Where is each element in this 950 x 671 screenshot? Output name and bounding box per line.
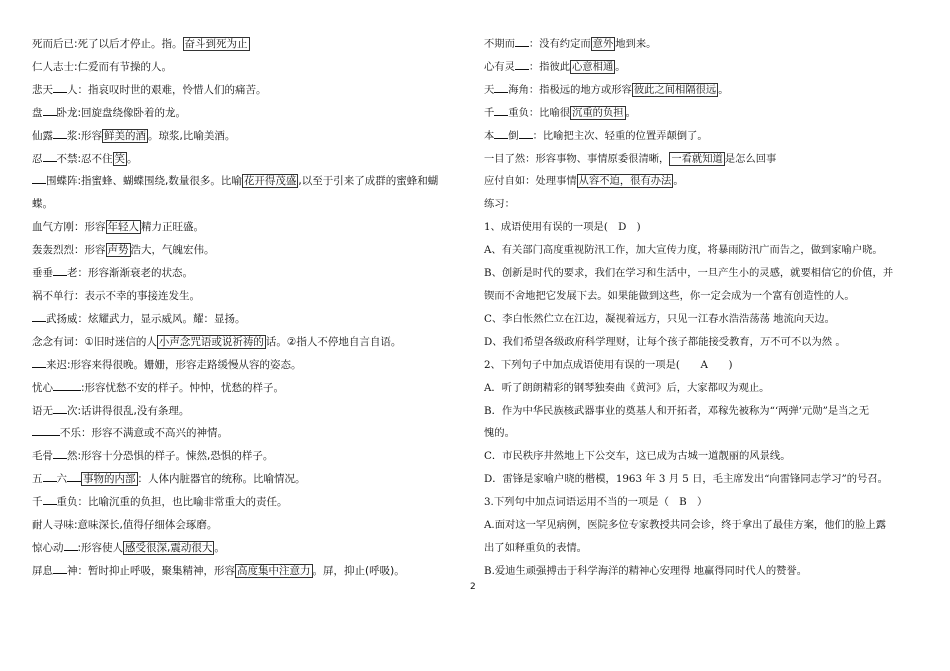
line-text: 。: [718, 83, 729, 96]
text-line: [32, 285, 472, 308]
line-text: 练习：: [484, 198, 515, 211]
line-text: 仁人志士:仁爱而有节操的人。: [32, 60, 173, 73]
line-text: 语无: [32, 404, 53, 417]
line-text: 千: [32, 496, 43, 509]
boxed-phrase: 声势: [107, 244, 129, 257]
line-text: 不期而: [484, 38, 515, 50]
line-text: 忍: [32, 152, 43, 165]
line-text: 1、成语使用有误的一项是( D ): [484, 221, 641, 234]
text-line: [32, 422, 472, 445]
line-text: 不禁:忍不住: [56, 152, 113, 165]
line-text: 浩大，气魄宏伟。: [130, 244, 215, 257]
text-line: [32, 331, 472, 354]
line-text: 锲而不舍地把它发展下去。如果能做到这些，你一定会成为一个富有创造性的人。: [484, 289, 855, 302]
text-line: [484, 193, 924, 216]
line-text: 千: [484, 106, 495, 119]
line-text: 海角：指极远的地方或形容: [508, 83, 632, 96]
text-line: [32, 445, 472, 468]
text-line: [32, 148, 472, 171]
line-text: 六: [56, 473, 67, 486]
line-text: 人：指哀叹时世的艰难，怜惜人们的痛苦。: [67, 83, 267, 96]
line-text: ,以至于引来了成群的蜜蜂和蝴: [298, 175, 439, 188]
fill-blank: [53, 403, 67, 414]
text-line: [32, 400, 472, 423]
line-text: C、李白怅然伫立在江边，凝视着远方，只见一江春水浩浩荡荡 地流向天边。: [484, 312, 835, 325]
line-text: 。屏，抑止(呼吸)。: [312, 564, 405, 577]
text-line: [32, 79, 472, 102]
line-text: 话。②指人不停地自言自语。: [265, 335, 402, 348]
text-line: [484, 468, 924, 491]
line-text: 来迟:形容来得很晚。姗姗，形容走路缓慢从容的姿态。: [46, 358, 302, 371]
fill-blank: [64, 540, 78, 551]
line-text: 一目了然：形容事物、事情原委很清晰，: [484, 152, 670, 165]
line-text: D、我们希望各级政府科学理财，让每个孩子都能接受教育，万不可不以为然 。: [484, 335, 846, 348]
line-text: 祸不单行：表示不幸的事接连发生。: [32, 289, 200, 302]
fill-blank: [53, 448, 67, 459]
text-line: [484, 102, 924, 125]
text-line: [484, 491, 924, 514]
line-text: ：没有约定而: [528, 38, 591, 50]
fill-blank: [46, 425, 60, 436]
fill-blank: [53, 128, 67, 139]
line-text: 。: [625, 106, 636, 119]
fill-blank: [43, 471, 57, 482]
boxed-phrase: 年轻人: [107, 221, 139, 234]
line-text: A、有关部门高度重视防汛工作，加大宣传力度，将暴雨防汛广而告之，做到家喻户晓。: [484, 244, 883, 257]
fill-blank: [32, 425, 46, 436]
line-text: 是怎么回事: [724, 152, 777, 165]
line-text: 耐人寻味:意味深长,值得仔细体会琢磨。: [32, 519, 218, 532]
line-text: 屏息: [32, 564, 53, 577]
fill-blank: [515, 59, 529, 70]
text-line: [484, 170, 924, 193]
line-text: 天: [484, 83, 495, 96]
line-text: 五: [32, 473, 43, 486]
line-text: 老：形容渐渐衰老的状态。: [67, 267, 193, 280]
line-text: D．雷锋是家喻户晓的楷模，1963 年 3 月 5 日，毛主席发出“向雷锋同志学习”的号召。: [484, 473, 888, 486]
boxed-phrase: 意外: [592, 38, 614, 50]
line-text: 次:话讲得很乱,没有条理。: [67, 404, 190, 417]
line-text: 。: [214, 541, 225, 554]
fill-blank: [43, 105, 57, 116]
text-line: [32, 514, 472, 537]
line-text: :形容使人: [77, 541, 124, 554]
text-line: [484, 560, 924, 583]
fill-blank: [515, 36, 529, 47]
line-text: A.面对这一罕见病例，医院多位专家教授共同会诊，终于拿出了最佳方案，他们的脸上露: [484, 519, 886, 532]
line-text: 应付自如：处理事情: [484, 175, 577, 188]
boxed-phrase: 彼此之间相隔很远: [633, 83, 717, 96]
line-text: 盘: [32, 106, 43, 119]
text-line: [32, 216, 472, 239]
fill-blank: [53, 82, 67, 93]
fill-blank: [32, 357, 46, 368]
line-text: 忧心: [32, 381, 53, 394]
boxed-phrase: 事物的内部: [83, 473, 136, 486]
fill-blank: [53, 265, 67, 276]
fill-blank: [32, 311, 46, 322]
text-line: [484, 33, 924, 56]
line-text: 不乐：形容不满意或不高兴的神情。: [60, 427, 228, 440]
line-text: 仙露: [32, 129, 53, 142]
text-line: [32, 354, 472, 377]
line-text: 悲天: [32, 83, 53, 96]
fill-blank: [494, 128, 508, 139]
text-line: [32, 308, 472, 331]
line-text: 卧龙:回旋盘绕像卧着的龙。: [56, 106, 187, 119]
fill-blank: [43, 494, 57, 505]
line-text: 垂垂: [32, 267, 53, 280]
boxed-phrase: 花开得茂盛: [243, 175, 297, 188]
line-text: ：比喻把主次、轻重的位置弄颠倒了。: [532, 129, 708, 142]
line-text: 。: [172, 38, 183, 50]
fill-blank: [53, 380, 67, 391]
text-line: [32, 377, 472, 400]
line-text: 。琼浆,比喻美酒。: [148, 129, 236, 142]
line-text: :形容忧愁不安的样子。忡忡，忧愁的样子。: [81, 381, 285, 394]
boxed-phrase: 奋斗到死为止: [184, 38, 248, 50]
text-line: [32, 56, 472, 79]
line-text: 毛骨: [32, 450, 53, 463]
fill-blank: [32, 173, 46, 184]
line-text: ：指彼此: [528, 60, 571, 73]
text-line: [484, 537, 924, 560]
fill-blank: [519, 128, 533, 139]
text-line: [484, 56, 924, 79]
text-line: [484, 285, 924, 308]
line-text: 地到来。: [615, 38, 657, 50]
text-line: [32, 560, 472, 583]
boxed-phrase: 小声念咒语或说祈祷的: [158, 335, 264, 348]
line-text: 情况。: [274, 473, 306, 486]
text-line: [484, 79, 924, 102]
boxed-phrase: 沉重的负担: [572, 106, 624, 119]
text-line: [484, 262, 924, 285]
line-text: 然:形容十分恐惧的样子。悚然,恐惧的样子。: [67, 450, 274, 463]
line-text: 心有灵: [484, 60, 515, 73]
text-line: [484, 354, 924, 377]
line-text: 愧的。: [484, 427, 515, 440]
line-text: 精力正旺盛。: [141, 221, 204, 234]
line-text: 念念有词：①旧时迷信的人: [32, 335, 157, 348]
fill-blank: [43, 151, 57, 162]
line-text: 轰轰烈烈：形容: [32, 244, 106, 257]
line-text: A．听了朗朗精彩的钢琴独奏曲《黄河》后，大家都叹为观止。: [484, 381, 770, 394]
text-line: [32, 170, 472, 193]
line-text: 围蝶阵:指蜜蜂、蝴蝶围绕,数量很多。比喻: [46, 175, 242, 188]
text-line: [484, 445, 924, 468]
line-text: 。: [615, 60, 626, 73]
line-text: 蝶。: [32, 198, 53, 211]
text-line: [484, 422, 924, 445]
line-text: 重负：比喻沉重的负担，也比喻非常重大的责任。: [56, 496, 288, 509]
line-text: 本: [484, 129, 495, 142]
boxed-phrase: 心意相通: [572, 60, 614, 73]
line-text: 3.下列句中加点词语运用不当的一项是（ B ）: [484, 496, 708, 509]
boxed-phrase: 高度集中注意力: [237, 564, 311, 577]
line-text: ：人体内脏器官的统称。比喻: [137, 473, 274, 486]
text-line: [484, 514, 924, 537]
text-line: [484, 216, 924, 239]
boxed-phrase: 从容不迫，很有办法: [578, 175, 672, 188]
boxed-phrase: 笑: [114, 152, 126, 165]
text-line: [32, 262, 472, 285]
line-text: B．作为中华民族核武器事业的奠基人和开拓者，邓稼先被称为“‘两弹’元勋”是当之无: [484, 404, 870, 417]
line-text: 出了如释重负的表情。: [484, 541, 587, 554]
text-line: [32, 193, 472, 216]
line-text: 武扬威：炫耀武力，显示威风。耀：显扬。: [46, 312, 246, 325]
fill-blank: [494, 82, 508, 93]
boxed-phrase: 感受很深,震动很大: [125, 541, 213, 554]
text-line: [484, 308, 924, 331]
boxed-phrase: 鲜美的酒: [104, 129, 147, 142]
fill-blank: [53, 563, 67, 574]
line-text: 惊心动: [32, 541, 64, 554]
text-line: [484, 400, 924, 423]
text-line: [32, 239, 472, 262]
line-text: B.爱迪生顽强搏击于科学海洋的精神心安理得 地赢得同时代人的赞誉。: [484, 564, 808, 577]
line-text: B、创新是时代的要求，我们在学习和生活中，一旦产生小的灵感，就要相信它的价值，并: [484, 267, 894, 280]
line-text: 倒: [508, 129, 519, 142]
boxed-phrase: 一看就知道: [671, 152, 723, 165]
text-line: [484, 239, 924, 262]
line-text: 2、下列句子中加点成语使用有误的一项是( A ): [484, 358, 733, 371]
text-line: [484, 125, 924, 148]
text-line: [32, 537, 472, 560]
line-text: 血气方刚：形容: [32, 221, 106, 234]
fill-blank: [67, 471, 81, 482]
line-text: 重负：比喻很: [508, 106, 571, 119]
line-text: 浆:形容: [67, 129, 103, 142]
fill-blank: [67, 380, 81, 391]
line-text: C．市民秩序井然地上下公交车，这已成为古城一道靓丽的风景线。: [484, 450, 791, 463]
line-text: 。: [127, 152, 138, 165]
right-column: [484, 33, 924, 583]
page-number: 2: [470, 582, 476, 592]
text-line: [32, 468, 472, 491]
text-line: [32, 125, 472, 148]
line-text: 死而后已:死了以后才停止。指: [32, 38, 173, 50]
text-line: [32, 33, 472, 56]
text-line: [484, 377, 924, 400]
text-line: [484, 148, 924, 171]
fill-blank: [494, 105, 508, 116]
text-line: [32, 491, 472, 514]
line-text: 神：暂时抑止呼吸，聚集精神，形容: [67, 564, 235, 577]
left-column: [32, 33, 472, 583]
text-line: [484, 331, 924, 354]
text-line: [32, 102, 472, 125]
line-text: 。: [673, 175, 684, 188]
